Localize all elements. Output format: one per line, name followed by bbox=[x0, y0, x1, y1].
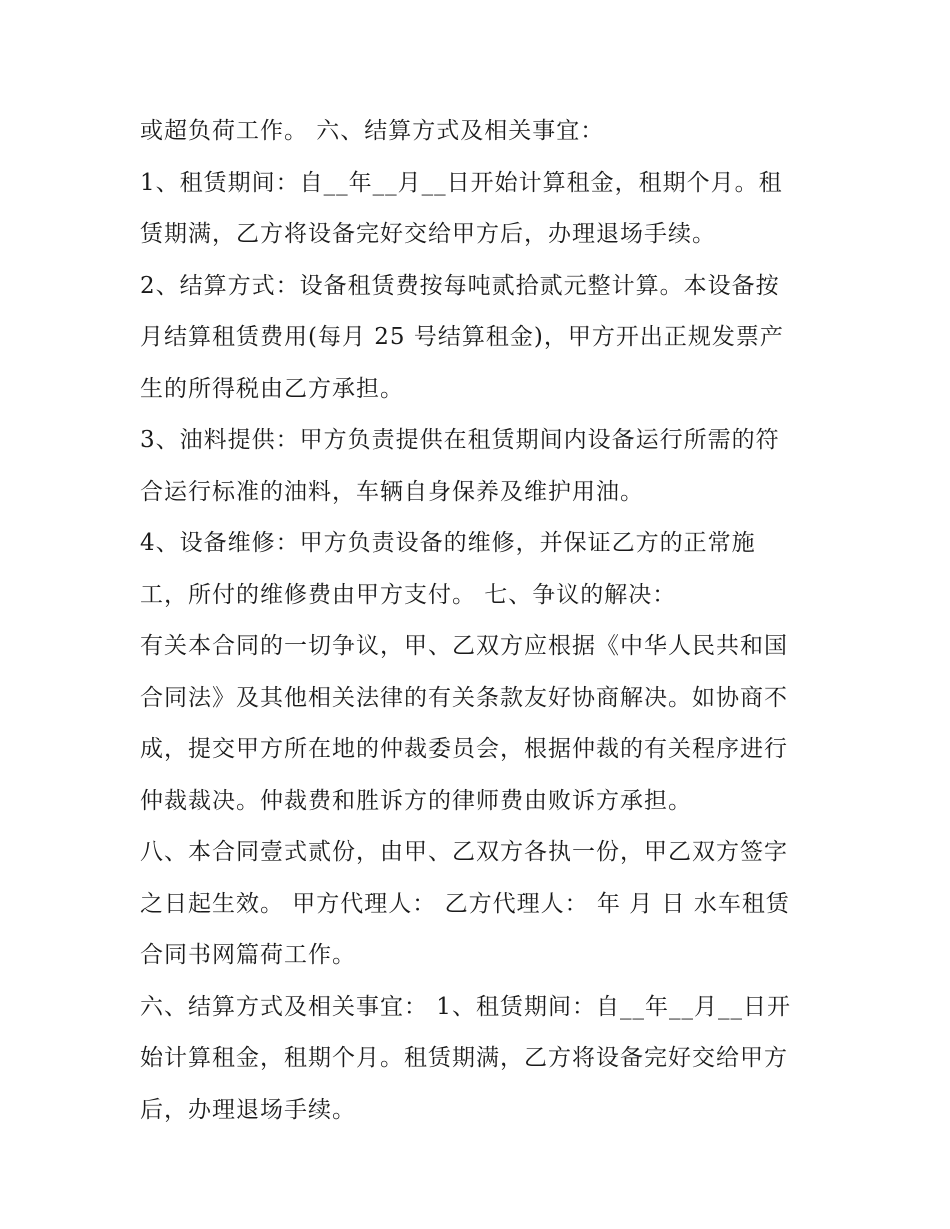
text-line: 或超负荷工作。 六、结算方式及相关事宜： bbox=[140, 118, 605, 144]
text-line: 1、租赁期间：自__年__月__日开始计算租金，租期个月。租 bbox=[140, 169, 783, 196]
text-line: 六、结算方式及相关事宜： 1、租赁期间：自__年__月__日开 bbox=[140, 993, 791, 1020]
text-line: 后，办理退场手续。 bbox=[140, 1096, 356, 1123]
text-line: 生的所得税由乙方承担。 bbox=[140, 375, 404, 402]
text-line: 4、设备维修：甲方负责设备的维修，并保证乙方的正常施 bbox=[140, 530, 756, 556]
text-line: 始计算租金，租期个月。租赁期满，乙方将设备完好交给甲方 bbox=[140, 1045, 788, 1071]
text-line: 合同书网篇荷工作。 bbox=[140, 942, 356, 968]
text-line: 工，所付的维修费由甲方支付。 七、争议的解决： bbox=[140, 581, 677, 608]
text-line: 八、本合同壹式贰份，由甲、乙双方各执一份，甲乙双方签字 bbox=[140, 839, 788, 865]
text-line: 赁期满，乙方将设备完好交给甲方后，办理退场手续。 bbox=[140, 221, 716, 247]
text-line: 3、油料提供：甲方负责提供在租赁期间内设备运行所需的符 bbox=[140, 427, 780, 453]
text-line: 成，提交甲方所在地的仲裁委员会，根据仲裁的有关程序进行 bbox=[140, 736, 788, 762]
text-line: 月结算租赁费用(每月 25 号结算租金)，甲方开出正规发票产 bbox=[140, 324, 784, 350]
text-line: 仲裁裁决。仲裁费和胜诉方的律师费由败诉方承担。 bbox=[140, 787, 692, 814]
contract-body-text bbox=[140, 106, 820, 1136]
text-line: 合运行标准的油料，车辆自身保养及维护用油。 bbox=[140, 478, 644, 505]
text-line: 2、结算方式：设备租赁费按每吨贰拾贰元整计算。本设备按 bbox=[140, 272, 780, 299]
text-line: 合同法》及其他相关法律的有关条款友好协商解决。如协商不 bbox=[140, 684, 788, 711]
text-line: 有关本合同的一切争议，甲、乙双方应根据《中华人民共和国 bbox=[140, 633, 788, 659]
text-line: 之日起生效。 甲方代理人： 乙方代理人： 年 月 日 水车租赁 bbox=[140, 890, 790, 917]
